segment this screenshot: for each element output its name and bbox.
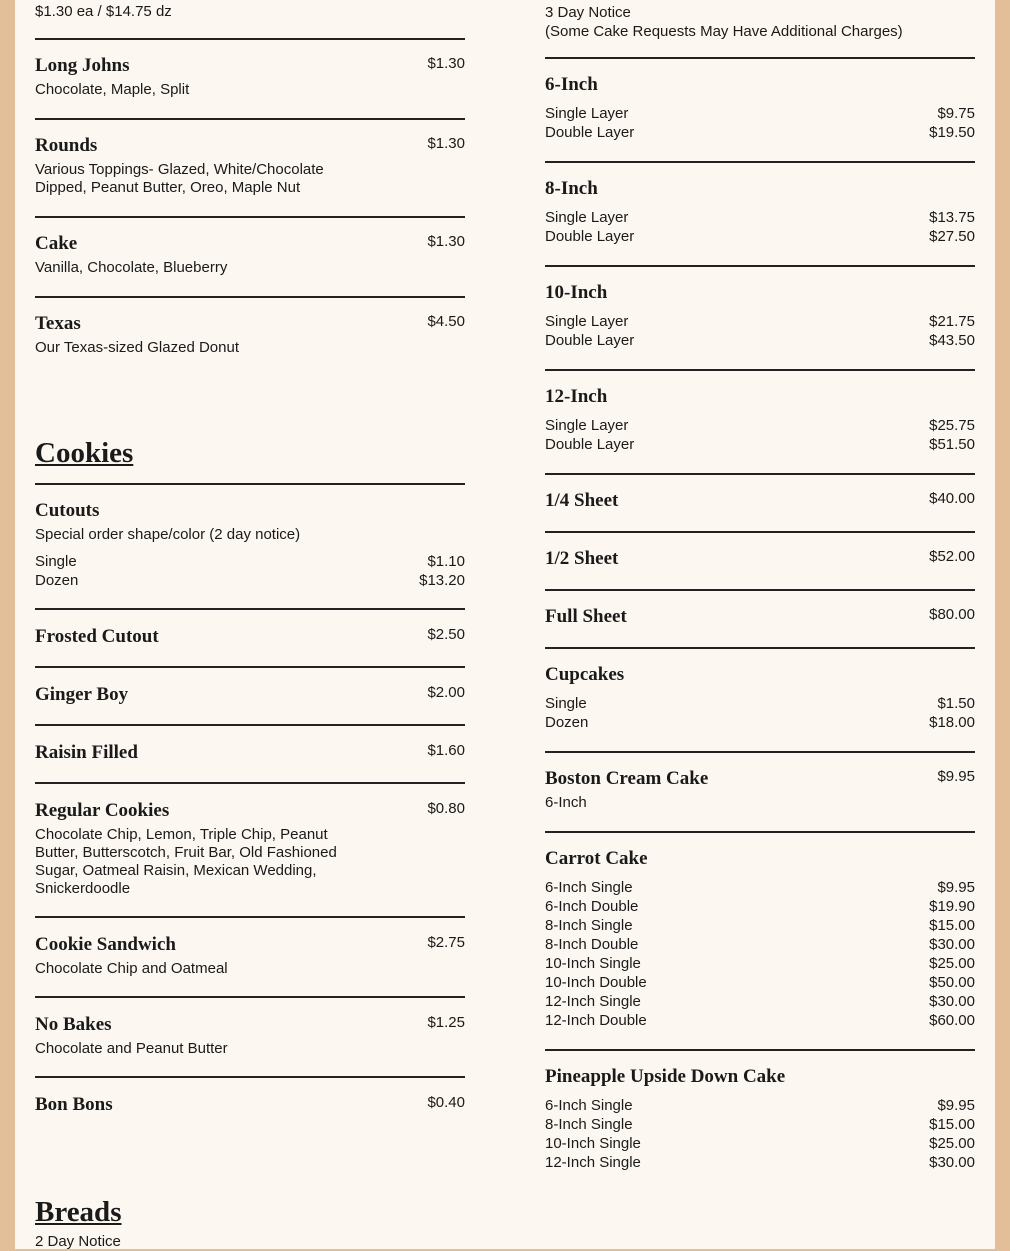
divider — [35, 38, 465, 40]
row-price: $30.00 — [929, 1154, 975, 1171]
divider — [35, 916, 465, 918]
row-price: $21.75 — [929, 313, 975, 330]
item-price: $2.00 — [427, 684, 465, 701]
price-row — [545, 1134, 975, 1153]
breads-notice: 2 Day Notice — [35, 1233, 121, 1250]
price-row — [545, 104, 975, 123]
cake-size-8-inch — [545, 177, 975, 246]
row-price: $30.00 — [929, 993, 975, 1010]
row-label: Single Layer — [545, 313, 629, 330]
row-label: Double Layer — [545, 332, 635, 349]
item-name: Frosted Cutout — [35, 626, 159, 647]
row-price: $19.90 — [929, 898, 975, 915]
menu-item-cupcakes — [545, 663, 975, 732]
price-row — [545, 435, 975, 454]
row-label: Single Layer — [545, 417, 629, 434]
price-row — [35, 571, 465, 590]
menu-item-cake-donut — [35, 232, 465, 277]
divider — [545, 57, 975, 59]
item-price: $1.30 — [427, 55, 465, 72]
price-rows — [545, 694, 975, 732]
row-price: $60.00 — [929, 1012, 975, 1029]
item-name: 10-Inch — [545, 282, 608, 303]
menu-item-no-bakes — [35, 1013, 465, 1058]
divider — [35, 608, 465, 610]
price-row — [545, 1011, 975, 1030]
row-label: 8-Inch Single — [545, 1116, 633, 1133]
item-price: $1.60 — [427, 742, 465, 759]
item-price: $0.40 — [427, 1094, 465, 1111]
row-label: 12-Inch Double — [545, 1012, 647, 1029]
cake-quarter-sheet — [545, 489, 975, 513]
item-name: Cake — [35, 233, 78, 254]
price-rows — [545, 416, 975, 454]
row-label: 8-Inch Single — [545, 917, 633, 934]
cake-size-6-inch — [545, 73, 975, 142]
item-name: Cutouts — [35, 500, 100, 521]
divider — [545, 161, 975, 163]
item-price: $1.30 — [427, 135, 465, 152]
item-name: Ginger Boy — [35, 684, 129, 705]
row-price: $9.75 — [937, 105, 975, 122]
item-price: $40.00 — [929, 490, 975, 507]
row-label: Double Layer — [545, 124, 635, 141]
item-price: $1.25 — [427, 1014, 465, 1031]
item-price: $0.80 — [427, 800, 465, 817]
row-price: $15.00 — [929, 917, 975, 934]
cake-notice — [545, 3, 903, 41]
item-description: 6-Inch — [545, 794, 587, 811]
divider — [35, 1076, 465, 1078]
item-description: Various Toppings- Glazed, White/Chocolate Dipped, Peanut Butter, Oreo, Maple Nut — [35, 161, 324, 196]
row-label: Dozen — [545, 714, 589, 731]
price-row — [545, 916, 975, 935]
item-price: $2.50 — [427, 626, 465, 643]
item-price: $80.00 — [929, 606, 975, 623]
item-name: Pineapple Upside Down Cake — [545, 1066, 786, 1087]
price-rows — [545, 208, 975, 246]
row-price: $13.20 — [419, 572, 465, 589]
divider — [35, 666, 465, 668]
row-label: 6-Inch Single — [545, 1097, 633, 1114]
item-name: 1/2 Sheet — [545, 548, 619, 569]
item-name: Rounds — [35, 135, 98, 156]
menu-item-regular-cookies — [35, 799, 465, 898]
menu-item-rounds — [35, 134, 465, 197]
row-price: $9.95 — [937, 1097, 975, 1114]
price-row — [545, 954, 975, 973]
item-name: Cupcakes — [545, 664, 625, 685]
item-name: Cookie Sandwich — [35, 934, 176, 955]
menu-item-carrot-cake — [545, 847, 975, 1030]
price-row — [545, 1096, 975, 1115]
item-description: Chocolate and Peanut Butter — [35, 1040, 228, 1057]
divider — [545, 369, 975, 371]
divider — [35, 216, 465, 218]
row-label: Double Layer — [545, 436, 635, 453]
price-row — [545, 331, 975, 350]
price-row — [545, 1153, 975, 1172]
price-rows — [545, 312, 975, 350]
row-label: Dozen — [35, 572, 79, 589]
row-price: $1.50 — [937, 695, 975, 712]
row-price: $19.50 — [929, 124, 975, 141]
cake-notice-line: 3 Day Notice — [545, 4, 631, 21]
divider — [35, 782, 465, 784]
item-name: No Bakes — [35, 1014, 112, 1035]
divider — [545, 831, 975, 833]
item-price: $4.50 — [427, 313, 465, 330]
row-price: $43.50 — [929, 332, 975, 349]
price-row — [545, 694, 975, 713]
row-label: 6-Inch Single — [545, 879, 633, 896]
item-name: Texas — [35, 313, 81, 334]
menu-item-frosted-cutout — [35, 625, 465, 649]
row-price: $27.50 — [929, 228, 975, 245]
menu-item-raisin-filled — [35, 741, 465, 765]
breads-heading: Breads — [35, 1196, 122, 1228]
row-price: $51.50 — [929, 436, 975, 453]
row-price: $50.00 — [929, 974, 975, 991]
row-label: 10-Inch Single — [545, 1135, 641, 1152]
price-row — [35, 552, 465, 571]
price-row — [545, 123, 975, 142]
item-name: 6-Inch — [545, 74, 598, 95]
item-name: 1/4 Sheet — [545, 490, 619, 511]
divider — [545, 647, 975, 649]
row-price: $1.10 — [427, 553, 465, 570]
row-label: Single — [35, 553, 77, 570]
menu-item-cookie-sandwich — [35, 933, 465, 978]
price-row — [545, 208, 975, 227]
item-description: Our Texas-sized Glazed Donut — [35, 339, 239, 356]
item-name: 12-Inch — [545, 386, 608, 407]
menu-item-boston-cream-cake — [545, 767, 975, 812]
item-price: $9.95 — [937, 768, 975, 785]
row-price: $25.00 — [929, 955, 975, 972]
row-label: 8-Inch Double — [545, 936, 639, 953]
row-price: $15.00 — [929, 1116, 975, 1133]
row-label: Double Layer — [545, 228, 635, 245]
item-description: Special order shape/color (2 day notice) — [35, 526, 301, 543]
row-price: $18.00 — [929, 714, 975, 731]
price-row — [545, 1115, 975, 1134]
price-row — [545, 416, 975, 435]
row-price: $13.75 — [929, 209, 975, 226]
divider — [545, 265, 975, 267]
menu-item-long-johns — [35, 54, 465, 99]
cake-size-10-inch — [545, 281, 975, 350]
row-label: Single — [545, 695, 587, 712]
item-name: Long Johns — [35, 55, 130, 76]
item-description: Chocolate, Maple, Split — [35, 81, 190, 98]
item-description: Vanilla, Chocolate, Blueberry — [35, 259, 228, 276]
cake-full-sheet — [545, 605, 975, 629]
divider — [35, 483, 465, 485]
price-row — [545, 713, 975, 732]
menu-page — [15, 0, 995, 1249]
item-name: Bon Bons — [35, 1094, 113, 1115]
divider — [35, 118, 465, 120]
menu-item-cutouts — [35, 499, 465, 590]
divider — [35, 296, 465, 298]
price-rows — [545, 878, 975, 1030]
cake-notice-line: (Some Cake Requests May Have Additional Charges) — [545, 23, 903, 40]
price-row — [545, 992, 975, 1011]
price-row — [545, 312, 975, 331]
price-rows — [35, 552, 465, 590]
row-label: 12-Inch Single — [545, 993, 641, 1010]
item-description: Chocolate Chip, Lemon, Triple Chip, Peanut Butter, Butterscotch, Fruit Bar, Old Fashioned Sugar, Oatmeal Raisin, Mexican Wedding, Snickerdoodle — [35, 826, 337, 897]
row-label: 10-Inch Double — [545, 974, 647, 991]
row-price: $25.00 — [929, 1135, 975, 1152]
divider — [35, 996, 465, 998]
item-price: $2.75 — [427, 934, 465, 951]
row-price: $30.00 — [929, 936, 975, 953]
row-label: Single Layer — [545, 105, 629, 122]
price-rows — [545, 1096, 975, 1172]
item-name: Regular Cookies — [35, 800, 170, 821]
price-row — [545, 935, 975, 954]
cake-half-sheet — [545, 547, 975, 571]
price-rows — [545, 104, 975, 142]
divider — [545, 473, 975, 475]
price-row — [545, 227, 975, 246]
item-description: Chocolate Chip and Oatmeal — [35, 960, 228, 977]
menu-item-ginger-boy — [35, 683, 465, 707]
cookies-heading: Cookies — [35, 437, 134, 469]
price-row — [545, 878, 975, 897]
item-price: $52.00 — [929, 548, 975, 565]
row-price: $9.95 — [937, 879, 975, 896]
cake-size-12-inch — [545, 385, 975, 454]
item-name: Boston Cream Cake — [545, 768, 709, 789]
divider — [545, 589, 975, 591]
divider — [35, 724, 465, 726]
item-name: Raisin Filled — [35, 742, 138, 763]
item-name: 8-Inch — [545, 178, 598, 199]
row-label: Single Layer — [545, 209, 629, 226]
divider — [545, 751, 975, 753]
row-price: $25.75 — [929, 417, 975, 434]
divider — [545, 1049, 975, 1051]
row-label: 12-Inch Single — [545, 1154, 641, 1171]
menu-item-pineapple-upside-down-cake — [545, 1065, 975, 1172]
price-row — [545, 897, 975, 916]
item-price: $1.30 — [427, 233, 465, 250]
menu-item-texas — [35, 312, 465, 357]
divider — [545, 531, 975, 533]
item-name: Full Sheet — [545, 606, 627, 627]
row-label: 6-Inch Double — [545, 898, 639, 915]
price-row — [545, 973, 975, 992]
row-label: 10-Inch Single — [545, 955, 641, 972]
menu-item-bon-bons — [35, 1093, 465, 1117]
donut-price-note: $1.30 ea / $14.75 dz — [35, 3, 172, 20]
item-name: Carrot Cake — [545, 848, 648, 869]
